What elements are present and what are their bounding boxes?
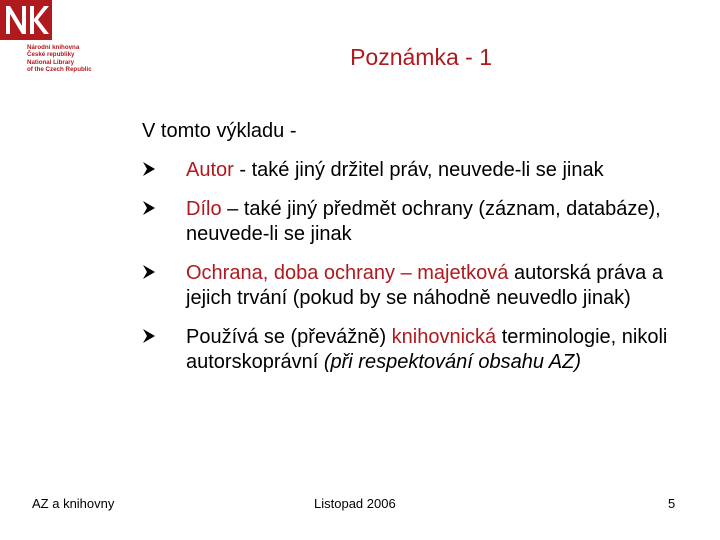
- bullet-text-segment: (při respektování obsahu AZ): [323, 351, 582, 373]
- bullet-text-segment: autorská práva a jejich trvání (pokud by se náhodně neuvedlo jinak): [186, 262, 663, 309]
- bullet-text-segment: knihovnická: [391, 326, 497, 348]
- slide-title: Poznámka - 1: [350, 44, 492, 70]
- footer-left: AZ a knihovny: [32, 496, 115, 511]
- bullet-text-segment: Autor: [186, 159, 234, 181]
- bullet-item: [142, 158, 702, 183]
- nk-logo-mark: [0, 0, 52, 40]
- bullet-list: [142, 158, 702, 389]
- arrowhead-bullet-icon: [142, 264, 156, 280]
- bullet-item: [142, 261, 702, 311]
- slide-intro: V tomto výkladu -: [142, 120, 297, 142]
- bullet-text-segment: Ochrana, doba ochrany – majetková: [186, 262, 509, 284]
- nk-logo-icon: [0, 0, 52, 40]
- nk-logo: [0, 0, 110, 82]
- bullet-text-segment: - také jiný držitel práv, neuvede-li se jinak: [233, 159, 604, 181]
- bullet-item: [142, 197, 702, 247]
- bullet-text-segment: – také jiný předmět ochrany (záznam, databáze), neuvede-li se jinak: [186, 198, 661, 245]
- logo-caption: [27, 44, 92, 74]
- bullet-text-segment: Dílo: [186, 198, 222, 220]
- bullet-text-segment: terminologie, nikoli autorskoprávní: [186, 326, 668, 373]
- page-number: 5: [668, 496, 676, 511]
- bullet-item: [142, 325, 702, 375]
- arrowhead-bullet-icon: [142, 328, 156, 344]
- footer-date: Listopad 2006: [314, 496, 396, 511]
- logo-line: Národní knihovna: [27, 44, 80, 51]
- arrowhead-bullet-icon: [142, 161, 156, 177]
- logo-line: of the Czech Republic: [27, 66, 92, 74]
- logo-line: České republiky: [27, 51, 75, 59]
- bullet-text-segment: Používá se (převážně): [186, 326, 392, 348]
- logo-line: National Library: [27, 58, 75, 66]
- arrowhead-bullet-icon: [142, 200, 156, 216]
